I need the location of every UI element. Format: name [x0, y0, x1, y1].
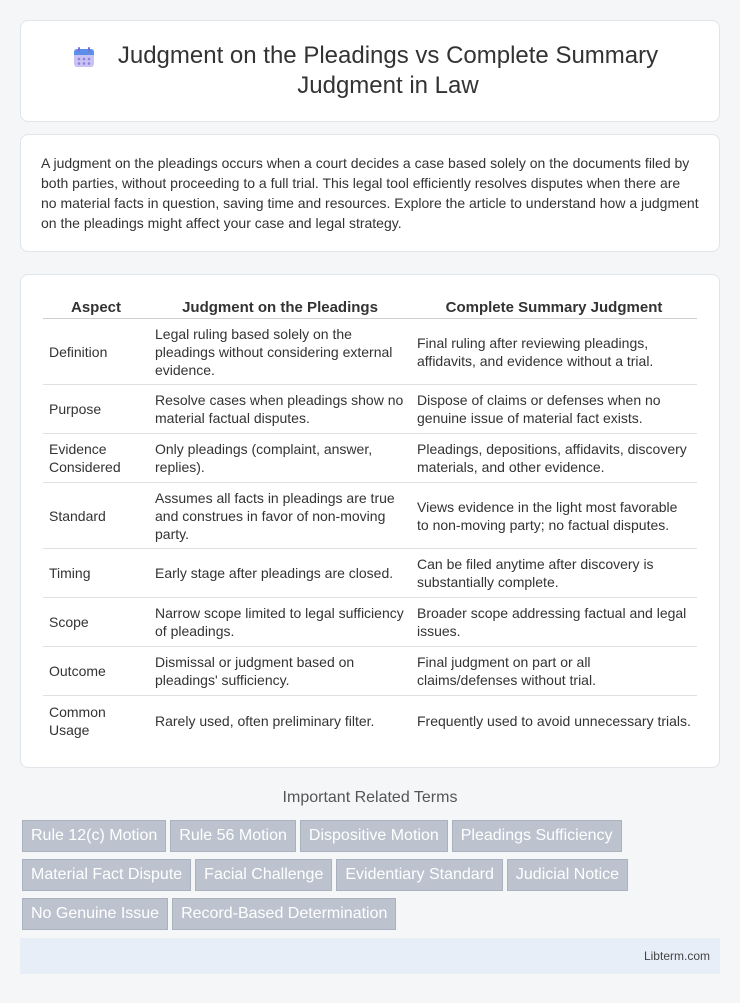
footer — [20, 938, 720, 974]
related-terms-heading: Important Related Terms — [282, 789, 458, 806]
footer-site-link[interactable]: Libterm.com — [643, 949, 710, 963]
related-term-tag[interactable]: Record-Based Determination — [172, 898, 396, 930]
column-header-complete-summary-judgment: Complete Summary Judgment — [411, 295, 697, 319]
aspect-cell: Outcome — [43, 647, 149, 696]
pleadings-cell: Legal ruling based solely on the pleadings without considering external evidence. — [149, 319, 411, 385]
pleadings-cell: Resolve cases when pleadings show no material factual disputes. — [149, 385, 411, 434]
calendar-icon — [72, 45, 96, 69]
table-header-row — [43, 295, 697, 319]
table-row — [43, 319, 697, 385]
table-row — [43, 696, 697, 745]
comparison-table-card — [20, 274, 720, 768]
related-term-tag[interactable]: Pleadings Sufficiency — [452, 820, 622, 852]
title-wrap — [72, 41, 668, 101]
column-header-judgment-on-pleadings: Judgment on the Pleadings — [149, 295, 411, 319]
summary-judgment-cell: Views evidence in the light most favorable to non-moving party; no factual disputes. — [411, 483, 697, 549]
summary-judgment-cell: Final judgment on part or all claims/defenses without trial. — [411, 647, 697, 696]
page-title: Judgment on the Pleadings vs Complete Summary Judgment in Law — [117, 42, 659, 99]
aspect-cell: Scope — [43, 598, 149, 647]
table-row — [43, 483, 697, 549]
pleadings-cell: Narrow scope limited to legal sufficiency of pleadings. — [149, 598, 411, 647]
table-row — [43, 549, 697, 598]
aspect-cell: Common Usage — [49, 703, 106, 738]
table-row — [43, 385, 697, 434]
aspect-cell: Standard — [43, 483, 149, 549]
summary-judgment-cell: Pleadings, depositions, affidavits, discovery materials, and other evidence. — [411, 434, 697, 483]
summary-judgment-cell: Frequently used to avoid unnecessary trials. — [417, 712, 691, 729]
pleadings-cell: Assumes all facts in pleadings are true and construes in favor of non-moving party. — [149, 483, 411, 549]
pleadings-cell: Only pleadings (complaint, answer, replies). — [149, 434, 411, 483]
aspect-cell: Timing — [43, 549, 149, 598]
related-term-tag[interactable]: Rule 12(c) Motion — [22, 820, 166, 852]
table-row — [43, 647, 697, 696]
table-row — [43, 434, 697, 483]
related-term-tag[interactable]: Judicial Notice — [507, 859, 628, 891]
table-row — [43, 598, 697, 647]
related-term-tag[interactable]: Rule 56 Motion — [170, 820, 296, 852]
summary-judgment-cell: Final ruling after reviewing pleadings, affidavits, and evidence without a trial. — [411, 319, 697, 385]
related-term-tag[interactable]: Dispositive Motion — [300, 820, 448, 852]
related-term-tag[interactable]: Evidentiary Standard — [336, 859, 503, 891]
summary-judgment-cell: Broader scope addressing factual and legal issues. — [411, 598, 697, 647]
title-card — [20, 20, 720, 122]
related-term-tag[interactable]: Facial Challenge — [195, 859, 332, 891]
related-term-tag[interactable]: Material Fact Dispute — [22, 859, 191, 891]
aspect-cell: Definition — [43, 319, 149, 385]
aspect-cell: Evidence Considered — [43, 434, 149, 483]
pleadings-cell: Early stage after pleadings are closed. — [149, 549, 411, 598]
related-term-tag[interactable]: No Genuine Issue — [22, 898, 168, 930]
column-header-aspect: Aspect — [43, 295, 149, 319]
summary-judgment-cell: Can be filed anytime after discovery is substantially complete. — [411, 549, 697, 598]
aspect-cell: Purpose — [43, 385, 149, 434]
related-terms-list — [22, 820, 722, 937]
summary-judgment-cell: Dispose of claims or defenses when no genuine issue of material fact exists. — [411, 385, 697, 434]
intro-paragraph: A judgment on the pleadings occurs when a court decides a case based solely on the documents filed by both parties, without proceeding to a full trial. This legal tool efficiently resolves disputes when there are no material facts in question, saving time and resources. Explore the article to understand how a judgment on the pleadings might affect your case and legal strategy. — [41, 155, 699, 231]
intro-card — [20, 134, 720, 252]
pleadings-cell: Dismissal or judgment based on pleadings' sufficiency. — [149, 647, 411, 696]
comparison-table — [43, 295, 697, 745]
pleadings-cell: Rarely used, often preliminary filter. — [155, 712, 375, 729]
